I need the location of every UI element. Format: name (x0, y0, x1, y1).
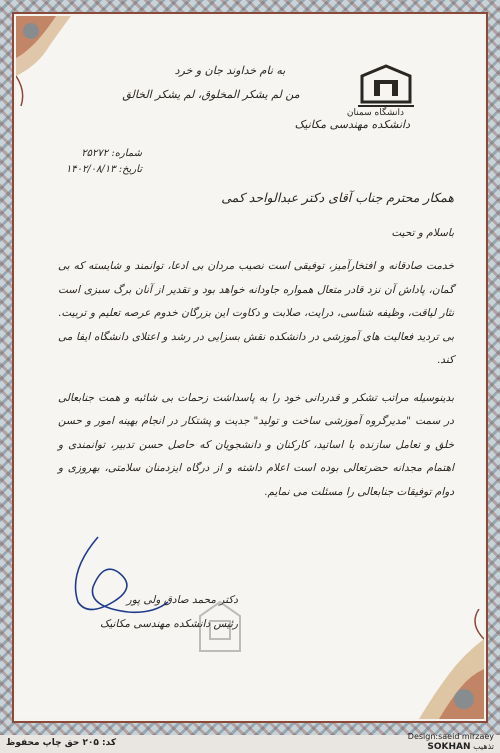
signatory-name: دکتر محمد صادق ولی پور (126, 594, 238, 606)
faculty-name: دانشکده مهندسی مکانیک (294, 118, 410, 131)
letter-number: شماره: ۲۵۲۷۲ (81, 148, 142, 159)
motto-line: من لم یشکر المخلوق، لم یشکر الخالق (122, 88, 300, 101)
brand-name: SOKHAN (427, 742, 471, 752)
print-code: کد: ۲۰۵ حق چاپ محفوظ (6, 738, 117, 748)
ornament-top-left (16, 16, 76, 106)
designer-credit (408, 732, 494, 752)
footer-bar (0, 732, 500, 753)
letter-meta (62, 146, 142, 178)
addressee: همکار محترم جناب آقای دکتر عبدالواحد کمی (221, 190, 454, 205)
ornament-bottom-right (409, 609, 484, 719)
signatory-title: رئیس دانشکده مهندسی مکانیک (99, 618, 238, 630)
paragraph-1: خدمت صادقانه و افتخارآمیز، توفیقی است نصیب مردان بی ادعا، توانمند و شایسته که بی گمان، پاداش آن نزد قادر متعال همواره جاودانه خواهد بود و تقدیر از آنان برگ سبزی است نثار لیاقت، وظیفه شناسی، درایت، صلابت و دکاوت این بزرگان خدوم عرصه تعلیم و تربیت. بی تردید فعالیت های آموزشی در دانشکده نقش بسزایی در رشد و اعتلای دانشگاه ایفا می کند. (58, 260, 454, 366)
bismillah-line: به نام خداوند جان و خرد (174, 64, 286, 77)
greeting: باسلام و تحیت (391, 226, 454, 239)
university-name: دانشگاه سمنان (346, 108, 404, 118)
designer-name: Design:saeid mirzaey (407, 732, 494, 741)
paragraph-2: بدینوسیله مراتب تشکر و قدردانی خود را به پاسداشت زحمات بی شائبه و همت جنابعالی در سمت "مدیرگروه آموزشی ساخت و تولید" جدیت و پشتکار در انجام بهینه امور و حسن خلق و تعامل سازنده با اساتید، کارکنان و دانشجویان که حاصل حسن تدبیر، توانمندی و اهتمام مجدانه حضرتعالی بوده است اعلام داشته و از درگاه ایزدمنان سلامتی، بهروزی و دوام توفیقات جنابعالی را مسئلت می نمایم. (58, 391, 454, 498)
university-logo (356, 62, 416, 108)
brand-sub: تذهیب (473, 742, 494, 751)
letter-body (58, 186, 454, 518)
faint-stamp (195, 596, 245, 656)
letter-date: تاریخ: ۱۴۰۲/۰۸/۱۳ (65, 164, 142, 175)
